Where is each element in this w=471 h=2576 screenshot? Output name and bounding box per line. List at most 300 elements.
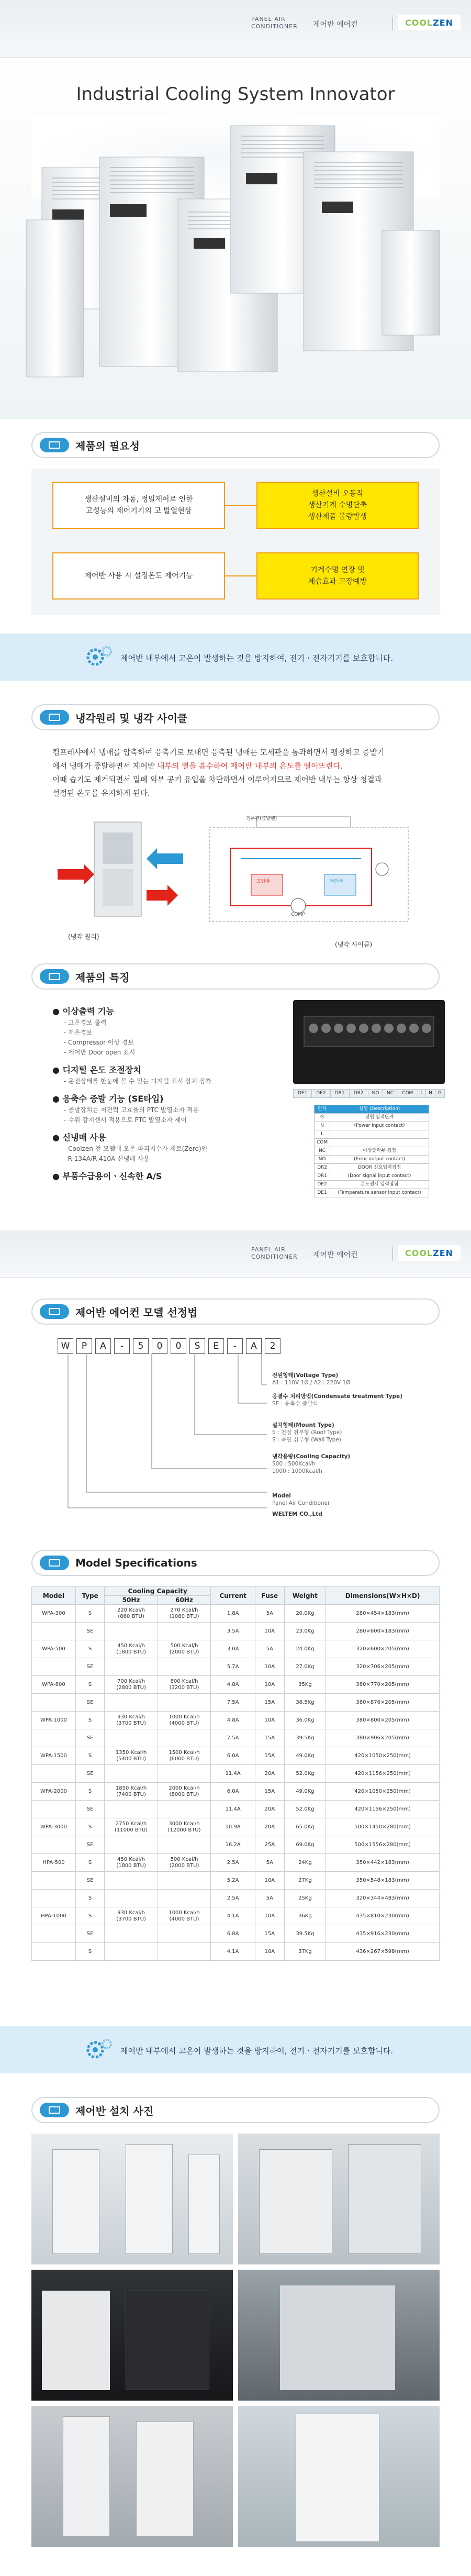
spec-cell (32, 1765, 76, 1783)
cycle-label: COMP (291, 912, 305, 917)
spec-cell (105, 1801, 158, 1818)
spec-cell: 4.1A (211, 1943, 255, 1961)
spec-cell: 4.8A (211, 1676, 255, 1694)
spec-cell: 10A (255, 1943, 285, 1961)
spec-cell (105, 1765, 158, 1783)
terminal-label: COM (397, 1090, 418, 1098)
spec-cell: 2.5A (211, 1854, 255, 1872)
spec-cell: 10A (255, 1907, 285, 1925)
terminal-row (315, 1181, 429, 1189)
model-code-char: 0 (152, 1338, 167, 1354)
spec-cell: WPA-2000 (32, 1783, 76, 1801)
section-icon (40, 969, 69, 984)
section-icon (40, 2103, 69, 2117)
model-code-char: 5 (133, 1338, 149, 1354)
model-code-char: W (58, 1338, 73, 1354)
model-code-char: 0 (171, 1338, 186, 1354)
spec-cell: 5A (255, 1605, 285, 1623)
terminal-label: DR1 (330, 1090, 349, 1098)
install-photo-6 (238, 2406, 440, 2547)
spec-cell (105, 1836, 158, 1854)
spec-cell: 380×770×205(mm) (326, 1676, 440, 1694)
terminal-code: NO (315, 1156, 330, 1164)
page-header (0, 0, 471, 58)
left-caption: (냉각 원리) (68, 933, 99, 940)
spec-cell: SE (75, 1925, 104, 1943)
model-code-char: - (227, 1338, 243, 1354)
necessity-row2-left: 제어반 사용 시 설정온도 제어기능 (52, 552, 225, 599)
spec-cell: 350×548×183(mm) (326, 1872, 440, 1890)
terminal-row (315, 1172, 429, 1181)
spec-cell: 4.1A (211, 1907, 255, 1925)
feature-detail: - 운전상태를 한눈에 볼 수 있는 디지털 표시 장치 장착 (64, 1078, 212, 1085)
spec-cell: 10A (255, 1658, 285, 1676)
spec-cell: 20A (255, 1818, 285, 1836)
spec-row (32, 1605, 440, 1623)
cycle-label: 외부팬(증발팬) (246, 816, 277, 821)
spec-cell: S (75, 1854, 104, 1872)
spec-cell: 39.5Kg (284, 1729, 326, 1747)
install-section-title: 제어반 설치 사진 (31, 2097, 440, 2123)
terminal-description (330, 1139, 429, 1147)
terminal-code: DE1 (315, 1189, 330, 1197)
terminal-description: 전원 입력단자 (330, 1114, 429, 1122)
coolzen-logo: COOL ZEN (398, 15, 461, 30)
feature-detail: - 고온경보 출력 (64, 1019, 107, 1026)
terminal-description: (Temperature sensor input contact) (330, 1189, 429, 1197)
spec-cell: 380×800×205(mm) (326, 1712, 440, 1729)
spec-row (32, 1640, 440, 1658)
spec-cell: 500×1556×280(mm) (326, 1836, 440, 1854)
spec-cell: 10A (255, 1872, 285, 1890)
banner-text: 제어반 내부에서 고온이 발생하는 것을 방지하여, 전기ㆍ전자기기를 보호합니다. (120, 653, 394, 663)
terminal-row (315, 1156, 429, 1164)
model-code-char: P (76, 1338, 92, 1354)
spec-cell: 3.5A (211, 1623, 255, 1640)
spec-cell: WPA-1500 (32, 1747, 76, 1765)
spec-column-header: Dimensions(W×H×D) (326, 1587, 440, 1605)
cooling-cycle-diagram (194, 812, 424, 937)
spec-cell: S (75, 1783, 104, 1801)
spec-cell: 1850 Kcal/h (7400 BTU) (105, 1783, 158, 1801)
spec-cell: 930 Kcal/h (3700 BTU) (105, 1907, 158, 1925)
spec-cell: 37Kg (284, 1943, 326, 1961)
spec-cell: HPA-1000 (32, 1907, 76, 1925)
install-photo-5 (31, 2406, 233, 2547)
model-code-legend-item: WELTEM CO.,Ltd (272, 1511, 322, 1517)
spec-cell: 25Kg (284, 1890, 326, 1907)
spec-cell (105, 1694, 158, 1712)
spec-cell: 69.0Kg (284, 1836, 326, 1854)
spec-cell: 23.0Kg (284, 1623, 326, 1640)
spec-cell: 800 Kcal/h (3200 BTU) (158, 1676, 210, 1694)
spec-cell: 320×600×205(mm) (326, 1640, 440, 1658)
terminal-row (315, 1139, 429, 1147)
spec-cell: 25A (255, 1836, 285, 1854)
terminal-row (315, 1114, 429, 1122)
spec-cell (158, 1925, 210, 1943)
spec-cell: 380×906×205(mm) (326, 1729, 440, 1747)
spec-cell: 16.2A (211, 1836, 255, 1854)
necessity-row2-right: 기계수명 연장 및 제습효과 고장예방 (256, 552, 419, 599)
spec-cell: 320×706×205(mm) (326, 1658, 440, 1676)
feature-detail: - 증발장치는 저전력 고효율의 PTC 발열소자 적용 (64, 1106, 199, 1114)
spec-cell: 11.4A (211, 1765, 255, 1783)
spec-row (32, 1623, 440, 1640)
spec-cell: 420×1050×250(mm) (326, 1747, 440, 1765)
spec-cell (105, 1623, 158, 1640)
spec-row (32, 1854, 440, 1872)
spec-cell: WPA-300 (32, 1605, 76, 1623)
spec-cell: 38.5Kg (284, 1694, 326, 1712)
terminal-description-table (314, 1105, 429, 1197)
model-code-legend-item: Model Panel Air Conditioner (272, 1493, 330, 1506)
spec-cell: S (75, 1712, 104, 1729)
spec-cell: 15A (255, 1729, 285, 1747)
spec-row (32, 1694, 440, 1712)
spec-cell: 3.0A (211, 1640, 255, 1658)
spec-cell: 500×1450×280(mm) (326, 1818, 440, 1836)
spec-cell: 2.5A (211, 1890, 255, 1907)
feature-detail: - 제어반 Door open 표시 (64, 1049, 136, 1056)
spec-cell (105, 1872, 158, 1890)
page-header-2 (0, 1230, 471, 1278)
hero-section (0, 58, 471, 419)
terminal-label: NO (368, 1090, 383, 1098)
terminal-label: DE1 (294, 1090, 312, 1098)
terminal-code: DR2 (315, 1164, 330, 1172)
feature-list (52, 1005, 283, 1183)
spec-cell: 5.7A (211, 1658, 255, 1676)
feature-detail: - Coolzen 전 모델에 오존 파괴지수가 제로(Zero)인 (64, 1145, 208, 1152)
spec-cell (32, 1729, 76, 1747)
specifications-table (31, 1586, 440, 1961)
spec-cell: S (75, 1605, 104, 1623)
model-code-legend-item: 응결수 처리방법(Condensate treatment Type) SE : 응축수 증발식 (272, 1393, 402, 1407)
spec-row (32, 1783, 440, 1801)
spec-cell: SE (75, 1765, 104, 1783)
product-label: 제어반 에어컨 (313, 1251, 358, 1259)
spec-cell: 65.0Kg (284, 1818, 326, 1836)
controller-photo (293, 1000, 445, 1084)
spec-cell: 7.5A (211, 1729, 255, 1747)
spec-cell: 5A (255, 1854, 285, 1872)
necessity-section-title: 제품의 필요성 (31, 432, 440, 458)
spec-cell (158, 1658, 210, 1676)
spec-cell: 20A (255, 1765, 285, 1783)
section-icon (40, 710, 69, 725)
install-photo-3 (31, 2270, 233, 2401)
spec-cell (32, 1943, 76, 1961)
spec-cell: HPA-500 (32, 1854, 76, 1872)
spec-cell (158, 1801, 210, 1818)
feature-heading: ● 이상출력 기능 (52, 1006, 114, 1016)
spec-cell: SE (75, 1872, 104, 1890)
hero-title: Industrial Cooling System Innovator (76, 84, 395, 105)
feature-detail: - 저온경보 (64, 1029, 93, 1036)
spec-row (32, 1818, 440, 1836)
section-icon (40, 1304, 69, 1319)
connector-line (225, 505, 256, 506)
spec-cell (158, 1836, 210, 1854)
terminal-code: NC (315, 1147, 330, 1156)
spec-cell: 6.8A (211, 1925, 255, 1943)
feature-heading: ● 디지털 온도 조절장치 (52, 1065, 141, 1075)
connector-line (225, 575, 256, 576)
install-photo-4 (238, 2270, 440, 2401)
model-code-char: A (95, 1338, 111, 1354)
spec-cell: 220 Kcal/h (860 BTU) (105, 1605, 158, 1623)
spec-cell: 450 Kcal/h (1800 BTU) (105, 1854, 158, 1872)
model-code-char: 2 (265, 1338, 281, 1354)
spec-cell: 15A (255, 1925, 285, 1943)
spec-cell: 435×810×230(mm) (326, 1907, 440, 1925)
spec-cell: 39.5Kg (284, 1925, 326, 1943)
spec-cell: 24Kg (284, 1854, 326, 1872)
divider (392, 17, 393, 30)
info-banner (0, 2026, 471, 2073)
terminal-description: 이상출력부 접점 (330, 1147, 429, 1156)
spec-row (32, 1872, 440, 1890)
terminal-description: (Power input contact) (330, 1122, 429, 1130)
spec-cell (105, 1729, 158, 1747)
spec-cell: 1350 Kcal/h (5400 BTU) (105, 1747, 158, 1765)
spec-cell: 4.8A (211, 1712, 255, 1729)
spec-cell (158, 1623, 210, 1640)
terminal-label: L (418, 1090, 425, 1098)
spec-cell (158, 1729, 210, 1747)
spec-cell: 27.0Kg (284, 1658, 326, 1676)
install-photo-1 (31, 2134, 233, 2264)
spec-cell: 20A (255, 1801, 285, 1818)
spec-cell: 1000 Kcal/h (4000 BTU) (158, 1712, 210, 1729)
terminal-label: DR2 (349, 1090, 368, 1098)
terminal-description: 설명 (Description) (330, 1105, 429, 1114)
section-icon (40, 1556, 69, 1570)
model-code-char: S (189, 1338, 205, 1354)
spec-cell (32, 1925, 76, 1943)
gear-icon (84, 644, 113, 670)
terminal-code: G (315, 1114, 330, 1122)
spec-cell (32, 1872, 76, 1890)
model-code-legend-item: 냉각용량(Cooling Capacity) 500 : 500Kcal/h 1000 : 1000Kcal/h (272, 1453, 351, 1474)
spec-row (32, 1890, 440, 1907)
spec-cell: 420×1156×250(mm) (326, 1801, 440, 1818)
spec-row (32, 1765, 440, 1783)
spec-column-header: Weight (284, 1587, 326, 1605)
spec-row (32, 1729, 440, 1747)
spec-cell: 420×1050×250(mm) (326, 1783, 440, 1801)
feature-heading: ● 신냉매 사용 (52, 1132, 106, 1142)
info-banner (0, 634, 471, 681)
spec-cell: WPA-3000 (32, 1818, 76, 1836)
spec-cell: 420×1156×250(mm) (326, 1765, 440, 1783)
model-code-char: - (114, 1338, 130, 1354)
spec-subheader: 60Hz (158, 1596, 210, 1605)
spec-cell: 500 Kcal/h (2000 BTU) (158, 1854, 210, 1872)
divider (392, 1247, 393, 1261)
terminal-label: DE2 (312, 1090, 330, 1098)
feature-heading: ● 응축수 증발 기능 (SE타입) (52, 1094, 164, 1104)
install-photo-2 (238, 2134, 440, 2264)
spec-cell: 2750 Kcal/h (11000 BTU) (105, 1818, 158, 1836)
spec-cell (158, 1694, 210, 1712)
spec-cell: SE (75, 1694, 104, 1712)
spec-cell: 27Kg (284, 1872, 326, 1890)
terminal-description: (Door signal input contact) (330, 1172, 429, 1181)
spec-cell: 6.0A (211, 1747, 255, 1765)
terminal-row (315, 1122, 429, 1130)
spec-column-header: Fuse (255, 1587, 285, 1605)
terminal-code: 단자 (315, 1105, 330, 1114)
model-code-legend-item: 설치형태(Mount Type) S : 천정 취부형 (Roof Type) S : 측면 취부형 (Wall Type) (272, 1422, 342, 1443)
terminal-code: DR1 (315, 1172, 330, 1181)
cooling-principle-diagram (52, 812, 188, 932)
model-code (58, 1338, 281, 1354)
spec-cell (105, 1925, 158, 1943)
air-conditioner-units-image (21, 120, 450, 414)
spec-cell (32, 1801, 76, 1818)
spec-cell: 280×600×183(mm) (326, 1623, 440, 1640)
terminal-label: G (435, 1090, 444, 1098)
spec-cell: 35Kg (284, 1676, 326, 1694)
spec-cell: S (75, 1640, 104, 1658)
spec-cell: 49.0Kg (284, 1783, 326, 1801)
spec-cell: 270 Kcal/h (1080 BTU) (158, 1605, 210, 1623)
spec-row (32, 1801, 440, 1818)
category-label: PANEL AIR CONDITIONER (251, 1246, 298, 1260)
spec-cell: 6.0A (211, 1783, 255, 1801)
spec-cell: 5A (255, 1640, 285, 1658)
feature-heading: ● 부품수급용이ㆍ신속한 A/S (52, 1171, 162, 1181)
terminal-row (315, 1189, 429, 1197)
necessity-row1-left: 생산설비의 자동, 정밀제어로 인한 고성능의 제어기기의 고 발열현상 (52, 482, 225, 529)
spec-cell: 52.0Kg (284, 1765, 326, 1783)
feature-detail: R-134A/R-410A 신냉매 사용 (64, 1155, 150, 1162)
cycle-label: 고압측 (256, 879, 271, 884)
spec-cell (32, 1890, 76, 1907)
spec-row (32, 1712, 440, 1729)
spec-cell: 280×454×183(mm) (326, 1605, 440, 1623)
spec-cell: SE (75, 1623, 104, 1640)
principle-section-title: 냉각원리 및 냉각 사이클 (31, 704, 440, 730)
spec-cell: 20.0Kg (284, 1605, 326, 1623)
spec-row (32, 1925, 440, 1943)
spec-row (32, 1658, 440, 1676)
spec-cell: 1000 Kcal/h (4000 BTU) (158, 1907, 210, 1925)
spec-cell: 350×442×183(mm) (326, 1854, 440, 1872)
spec-cell (32, 1836, 76, 1854)
spec-cell: S (75, 1747, 104, 1765)
spec-cell: 15A (255, 1694, 285, 1712)
banner-text: 제어반 내부에서 고온이 발생하는 것을 방지하여, 전기ㆍ전자기기를 보호합니다. (120, 2046, 394, 2056)
terminal-description: (Error output contact) (330, 1156, 429, 1164)
model-code-char: A (246, 1338, 262, 1354)
spec-row (32, 1836, 440, 1854)
cycle-label: 저압측 (330, 879, 344, 884)
spec-cell: WPA-800 (32, 1676, 76, 1694)
necessity-row1-right: 생산설비 오동작 생산기계 수명단축 생산제품 불량발생 (256, 482, 419, 529)
terminal-row (315, 1105, 429, 1114)
spec-cell (32, 1623, 76, 1640)
spec-cell (32, 1658, 76, 1676)
feature-detail: - 수위 감지센서 적용으로 PTC 발열소자 제어 (64, 1116, 187, 1124)
category-label: PANEL AIR CONDITIONER (251, 16, 298, 30)
spec-cell: 3000 Kcal/h (12000 BTU) (158, 1818, 210, 1836)
right-caption: (냉각 사이클) (335, 941, 373, 948)
terminal-code: L (315, 1130, 330, 1139)
spec-cell: 930 Kcal/h (3700 BTU) (105, 1712, 158, 1729)
spec-row (32, 1676, 440, 1694)
spec-cell: S (75, 1943, 104, 1961)
terminal-row (315, 1130, 429, 1139)
spec-cell: 435×916×230(mm) (326, 1925, 440, 1943)
spec-cell: 11.4A (211, 1801, 255, 1818)
spec-cell: 436×267×598(mm) (326, 1943, 440, 1961)
spec-cell: 24.0Kg (284, 1640, 326, 1658)
spec-cell (105, 1890, 158, 1907)
spec-cell: SE (75, 1801, 104, 1818)
spec-column-header: Current (211, 1587, 255, 1605)
spec-cell (158, 1872, 210, 1890)
terminal-description (330, 1130, 429, 1139)
terminal-description: 온도센서 입력접점 (330, 1181, 429, 1189)
terminal-label: NC (383, 1090, 397, 1098)
coolzen-logo: COOL ZEN (398, 1245, 461, 1261)
product-label: 제어반 에어컨 (313, 20, 358, 29)
principle-description: 컴프레샤에서 냉매를 압축하여 응축기로 보내면 응축된 냉매는 모세관을 통과하면서 팽창하고 증발기 에서 냉매가 증발하면서 제어반 내부의 열을 흡수하여 제어반 내부의 온도를 떨어뜨린다. 이때 습기도 제거되면서 밀폐 외부 공기 유입을 차단하면서 이루어지므로 제어반 내부는 항상 청결과 설정된 온도를 유지하게 된다. (52, 749, 385, 798)
spec-cell: S (75, 1676, 104, 1694)
spec-cell: 1.8A (211, 1605, 255, 1623)
section-icon (40, 438, 69, 452)
terminal-row (315, 1164, 429, 1172)
spec-cell: 450 Kcal/h (1800 BTU) (105, 1640, 158, 1658)
spec-cell: 380×876×205(mm) (326, 1694, 440, 1712)
terminal-row (315, 1147, 429, 1156)
spec-cell: 320×344×483(mm) (326, 1890, 440, 1907)
model-code-char: E (208, 1338, 224, 1354)
spec-cell: 1500 Kcal/h (6000 BTU) (158, 1747, 210, 1765)
spec-cell: 10A (255, 1623, 285, 1640)
spec-cell: 15A (255, 1747, 285, 1765)
spec-cell (158, 1943, 210, 1961)
features-section-title: 제품의 특징 (31, 963, 440, 990)
spec-cell: SE (75, 1836, 104, 1854)
gear-icon (84, 2037, 113, 2063)
spec-cell: 5A (255, 1890, 285, 1907)
spec-cell: 36.0Kg (284, 1712, 326, 1729)
spec-cell: SE (75, 1729, 104, 1747)
spec-cell: WPA-500 (32, 1640, 76, 1658)
terminal-code: N (315, 1122, 330, 1130)
spec-cell: 36Kg (284, 1907, 326, 1925)
spec-cell: 500 Kcal/h (2000 BTU) (158, 1640, 210, 1658)
spec-row (32, 1747, 440, 1765)
spec-cell: 700 Kcal/h (2800 BTU) (105, 1676, 158, 1694)
spec-cell: S (75, 1907, 104, 1925)
spec-column-header: Cooling Capacity (105, 1587, 211, 1596)
model-select-section-title: 제어반 에어컨 모델 선정법 (31, 1298, 440, 1325)
spec-cell: 2000 Kcal/h (8000 BTU) (158, 1783, 210, 1801)
spec-cell: 10A (255, 1712, 285, 1729)
spec-cell: S (75, 1890, 104, 1907)
terminal-header-table (293, 1089, 445, 1098)
spec-row (32, 1943, 440, 1961)
spec-cell: 49.0Kg (284, 1747, 326, 1765)
model-code-legend-item: 전원형태(Voltage Type) A1 : 110V 1Ø / A2 : 220V 1Ø (272, 1372, 351, 1386)
terminal-label: N (426, 1090, 435, 1098)
spec-cell (105, 1658, 158, 1676)
